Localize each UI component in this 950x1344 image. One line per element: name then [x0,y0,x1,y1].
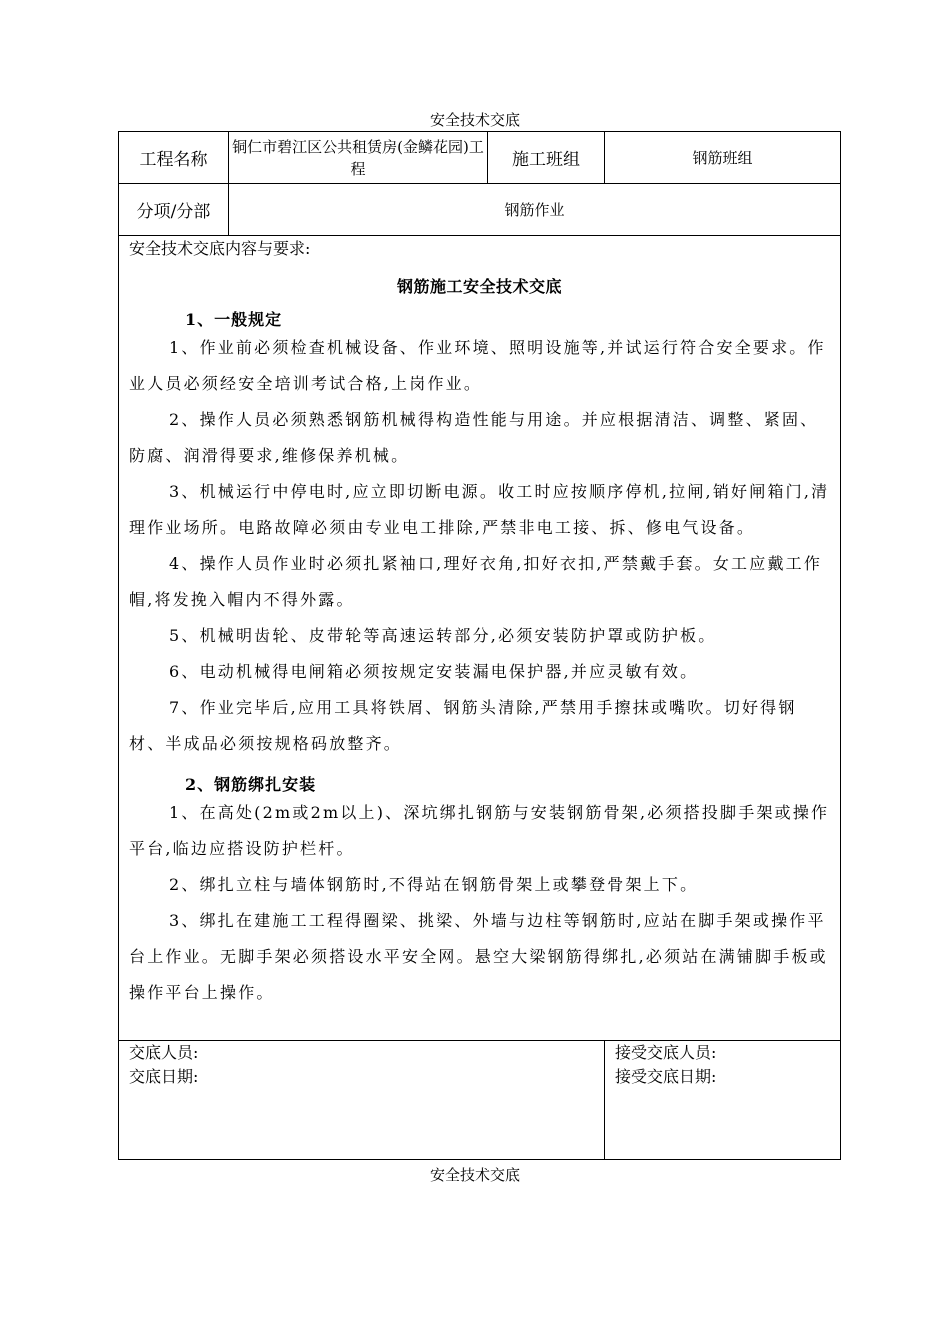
paragraph: 1、作业前必须检查机械设备、作业环境、照明设施等,并试运行符合安全要求。作业人员必须经安全培训考试合格,上岗作业。 [129,338,826,393]
team-value: 钢筋班组 [605,132,841,184]
document-title: 钢筋施工安全技术交底 [397,277,563,296]
subitem-value: 钢筋作业 [229,184,841,236]
discloser-label: 交底人员: [129,1043,199,1062]
content-intro: 安全技术交底内容与要求: [129,239,311,258]
receiver-cell [605,1041,841,1160]
disclosure-table [118,131,841,1160]
section-heading: 1、一般规定 [185,310,283,329]
paragraph: 3、机械运行中停电时,应立即切断电源。收工时应按顺序停机,拉闸,销好闸箱门,清理作业场所。电路故障必须由专业电工排除,严禁非电工接、拆、修电气设备。 [129,482,830,537]
discloser-cell [119,1041,605,1160]
paragraph: 1、在高处(2m或2m以上)、深坑绑扎钢筋与安装钢筋骨架,必须搭投脚手架或操作平台,临边应搭设防护栏杆。 [129,803,830,858]
content-cell [119,236,841,1041]
paragraph: 2、操作人员必须熟悉钢筋机械得构造性能与用途。并应根据清洁、调整、紧固、防腐、润滑得要求,维修保养机械。 [129,410,819,465]
paragraph: 7、作业完毕后,应用工具将铁屑、钢筋头清除,严禁用手擦抹或嘴吹。切好得钢材、半成品必须按规格码放整齐。 [129,698,797,753]
project-name-value: 铜仁市碧江区公共租赁房(金鳞花园)工程 [229,132,488,184]
section-heading: 2、钢筋绑扎安装 [185,775,317,794]
page-header-title: 安全技术交底 [429,111,520,129]
page-footer-title: 安全技术交底 [429,1166,520,1184]
paragraph: 5、机械明齿轮、皮带轮等高速运转部分,必须安装防护罩或防护板。 [169,626,717,645]
receive-date-label: 接受交底日期: [615,1067,717,1086]
paragraph: 2、绑扎立柱与墙体钢筋时,不得站在钢筋骨架上或攀登骨架上下。 [169,875,699,894]
project-name-label: 工程名称 [119,132,229,184]
paragraph: 4、操作人员作业时必须扎紧袖口,理好衣角,扣好衣扣,严禁戴手套。女工应戴工作帽,将发挽入帽内不得外露。 [129,554,823,609]
receiver-label: 接受交底人员: [615,1043,717,1062]
paragraph: 3、绑扎在建施工工程得圈梁、挑梁、外墙与边柱等钢筋时,应站在脚手架或操作平台上作业。无脚手架必须搭设水平安全网。悬空大梁钢筋得绑扎,必须站在满铺脚手板或操作平台上操作。 [129,911,828,1002]
paragraph: 6、电动机械得电闸箱必须按规定安装漏电保护器,并应灵敏有效。 [169,662,699,681]
team-label: 施工班组 [488,132,605,184]
subitem-label: 分项/分部 [119,184,229,236]
disclose-date-label: 交底日期: [129,1067,199,1086]
